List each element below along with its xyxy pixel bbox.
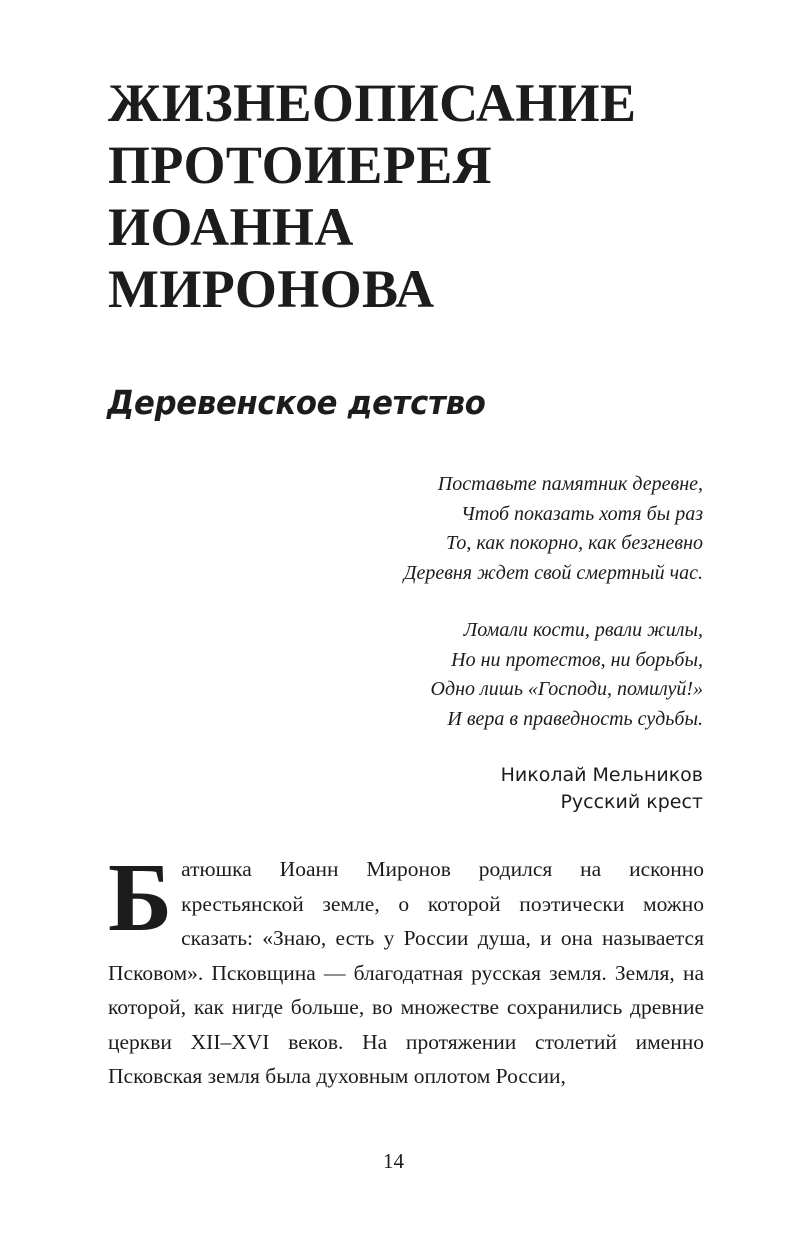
body-paragraph (108, 844, 704, 1094)
title-line-4: МИРОНОВА (108, 259, 435, 319)
body-paragraph-text: атюшка Иоанн Миронов родился на исконно крестьянской земле, о которой поэтически можно сказать: «Знаю, есть у России душа, и она называется Псковом». Псковщина — благодатная русская земля. Земля, на которой, как нигде больше, во множестве сохранились древние церкви XII–XVI веков. На протяжении столетий именно Псковская земля была духовным оплотом России, (108, 857, 704, 1088)
title-line-3: ИОАННА (108, 197, 354, 257)
epigraph-stanza-2 (300, 616, 703, 734)
section-heading: Деревенское детство (107, 383, 486, 422)
verse-line: Деревня ждет свой смертный час. (403, 561, 703, 584)
attribution-work: Русский крест (560, 791, 703, 813)
attribution-author: Николай Мельников (500, 764, 703, 786)
epigraph-stanza-1 (300, 470, 703, 588)
verse-line: Но ни протестов, ни борьбы, (451, 648, 703, 671)
title-line-2: ПРОТОИЕРЕЯ (108, 135, 493, 195)
epigraph (300, 470, 703, 816)
drop-cap: Б (108, 844, 173, 951)
verse-line: Поставьте памятник деревне, (437, 473, 703, 495)
body-text (108, 844, 704, 1094)
verse-line: Чтоб показать хотя бы раз (461, 502, 703, 525)
page-title (108, 72, 708, 320)
page-number: 14 (383, 1149, 404, 1173)
verse-line: Одно лишь «Господи, помилуй!» (430, 678, 703, 700)
verse-line: То, как покорно, как безгневно (445, 532, 703, 554)
verse-line: И вера в праведность судьбы. (447, 707, 703, 730)
epigraph-attribution (300, 762, 703, 816)
title-line-1: ЖИЗНЕОПИСАНИЕ (108, 73, 637, 133)
verse-line: Ломали кости, рвали жилы, (463, 619, 703, 641)
